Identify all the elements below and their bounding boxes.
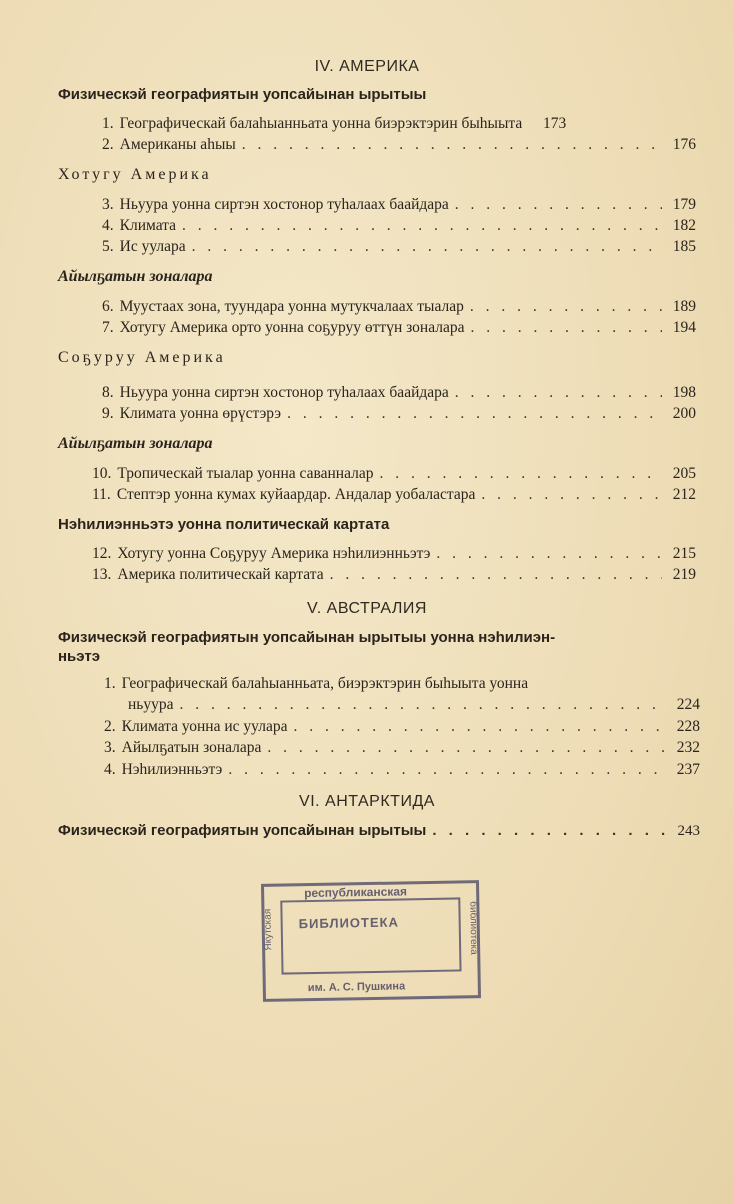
leader-dots <box>432 821 666 841</box>
stamp-inner-frame <box>280 897 461 974</box>
entry-number: 12. <box>92 545 112 562</box>
entry-title: Айылҕатын зоналара <box>121 739 262 756</box>
entry-number: 1. <box>102 115 114 132</box>
toc-entry-continuation[interactable] <box>128 695 700 715</box>
leader-dots <box>287 404 662 424</box>
toc-entry[interactable] <box>102 216 696 236</box>
leader-dots <box>481 485 662 505</box>
stamp-top-text: республиканская <box>304 884 408 901</box>
leader-dots <box>455 195 662 215</box>
toc-entry[interactable] <box>102 195 696 215</box>
entry-page: 243 <box>677 823 700 839</box>
section-heading: Айылҕатын зоналара <box>58 268 213 285</box>
entry-number: 2. <box>104 718 116 735</box>
toc-entry[interactable] <box>102 318 696 338</box>
entry-page: 185 <box>672 238 696 255</box>
part-6-title: VI. АНТАРКТИДА <box>299 793 435 810</box>
section-heading <box>58 628 658 666</box>
stamp-bottom-text: им. А. С. Пушкина <box>307 980 406 995</box>
leader-dots <box>228 760 666 780</box>
entry-number: 6. <box>102 298 114 315</box>
toc-entry[interactable] <box>92 565 696 585</box>
toc-entry[interactable] <box>102 383 696 403</box>
entry-title: Географическай балаһыанньата, биэрэктэрин быһыыта уонна <box>121 675 529 692</box>
entry-title: Ньуура уонна сиртэн хостонор туһалаах баайдара <box>119 196 449 213</box>
entry-page: 228 <box>676 718 700 735</box>
section-heading: Хотугу Америка <box>58 166 212 183</box>
entry-title: Ньуура уонна сиртэн хостонор туһалаах баайдара <box>119 384 449 401</box>
entry-title: Ис уулара <box>119 238 186 255</box>
toc-entry[interactable] <box>92 544 696 564</box>
leader-dots <box>192 237 662 257</box>
entry-title: Хотугу уонна Соҕуруу Америка нэһилиэнньэтэ <box>117 545 431 562</box>
stamp-middle-text: БИБЛИОТЕКА <box>298 914 400 932</box>
entry-number: 4. <box>102 217 114 234</box>
library-stamp <box>261 880 481 1002</box>
toc-entry[interactable] <box>102 297 696 317</box>
leader-dots <box>470 297 662 317</box>
entry-title: Физическэй географиятын уопсайынан ырытыы <box>58 822 427 839</box>
entry-page: 198 <box>672 384 696 401</box>
entry-page: 182 <box>672 217 696 234</box>
entry-title: Хотугу Америка орто уонна соҕуруу өттүн зоналара <box>119 319 465 336</box>
entry-number: 11. <box>92 486 111 503</box>
entry-page: 237 <box>676 761 700 778</box>
entry-title: Нэһилиэнньэтэ <box>121 761 223 778</box>
entry-title: Климата <box>119 217 177 234</box>
entry-number: 1. <box>104 675 116 692</box>
entry-page: 205 <box>672 465 696 482</box>
entry-page: 215 <box>672 545 696 562</box>
entry-number: 5. <box>102 238 114 255</box>
entry-title: Тропическай тыалар уонна саванналар <box>117 465 374 482</box>
entry-page: 232 <box>676 739 700 756</box>
entry-title: Америка политическай картата <box>117 566 324 583</box>
toc-entry[interactable] <box>102 404 696 424</box>
entry-number: 7. <box>102 319 114 336</box>
entry-page: 219 <box>672 566 696 583</box>
entry-number: 10. <box>92 465 112 482</box>
leader-dots <box>267 738 666 758</box>
entry-page: 224 <box>676 696 700 713</box>
entry-page: 179 <box>672 196 696 213</box>
section-heading: Соҕуруу Америка <box>58 349 226 366</box>
heading-line: Физическэй географиятын уопсайынан ырытыы уонна нэһилиэн- <box>58 629 556 646</box>
toc-entry[interactable] <box>104 738 700 758</box>
leader-dots <box>180 695 667 715</box>
entry-title: Географическай балаһыанньата уонна биэрэктэрин быһыыта <box>119 115 523 132</box>
leader-dots <box>436 544 662 564</box>
section-heading: Айылҕатын зоналара <box>58 435 213 452</box>
entry-page: 200 <box>672 405 696 422</box>
section-heading: Нэһилиэнньэтэ уонна политическай картата <box>58 516 390 533</box>
entry-page: 189 <box>672 298 696 315</box>
entry-number: 2. <box>102 136 114 153</box>
toc-entry[interactable] <box>58 821 700 841</box>
leader-dots <box>242 135 662 155</box>
entry-title-continued: ньуура <box>128 696 174 713</box>
toc-entry[interactable] <box>102 237 696 257</box>
entry-title: Муустаах зона, туундара уонна мутукчалаах тыалар <box>119 298 464 315</box>
entry-title: Климата уонна өрүстэрэ <box>119 405 282 422</box>
entry-number: 13. <box>92 566 112 583</box>
entry-title: Стептэр уонна кумах куйаардар. Андалар уобаластара <box>116 486 476 503</box>
entry-number: 4. <box>104 761 116 778</box>
leader-dots <box>470 318 662 338</box>
part-4-title: IV. АМЕРИКА <box>314 58 420 75</box>
entry-page: 173 <box>542 115 567 132</box>
entry-number: 3. <box>102 196 114 213</box>
entry-page: 194 <box>672 319 696 336</box>
leader-dots <box>455 383 662 403</box>
entry-number: 8. <box>102 384 114 401</box>
entry-number: 3. <box>104 739 116 756</box>
leader-dots <box>293 717 666 737</box>
toc-entry[interactable] <box>104 674 700 694</box>
toc-entry[interactable] <box>104 760 700 780</box>
leader-dots <box>330 565 662 585</box>
toc-entry[interactable] <box>104 717 700 737</box>
heading-line: ньэтэ <box>58 648 100 665</box>
entry-page: 176 <box>672 136 696 153</box>
leader-dots <box>379 464 662 484</box>
section-heading: Физическэй географиятын уопсайынан ырытыы <box>58 86 427 103</box>
entry-title: Американы аһыы <box>119 136 236 153</box>
leader-dots <box>182 216 662 236</box>
toc-entry[interactable] <box>102 114 696 134</box>
stamp-left-text: Якутская <box>262 908 275 951</box>
toc-entry[interactable] <box>102 135 696 155</box>
entry-title: Климата уонна ис уулара <box>121 718 288 735</box>
toc-entry[interactable] <box>92 464 696 484</box>
stamp-right-text: библиотека <box>467 901 480 955</box>
toc-entry[interactable] <box>92 485 696 505</box>
part-5-title: V. АВСТРАЛИЯ <box>307 600 427 617</box>
entry-number: 9. <box>102 405 114 422</box>
entry-page: 212 <box>672 486 696 503</box>
